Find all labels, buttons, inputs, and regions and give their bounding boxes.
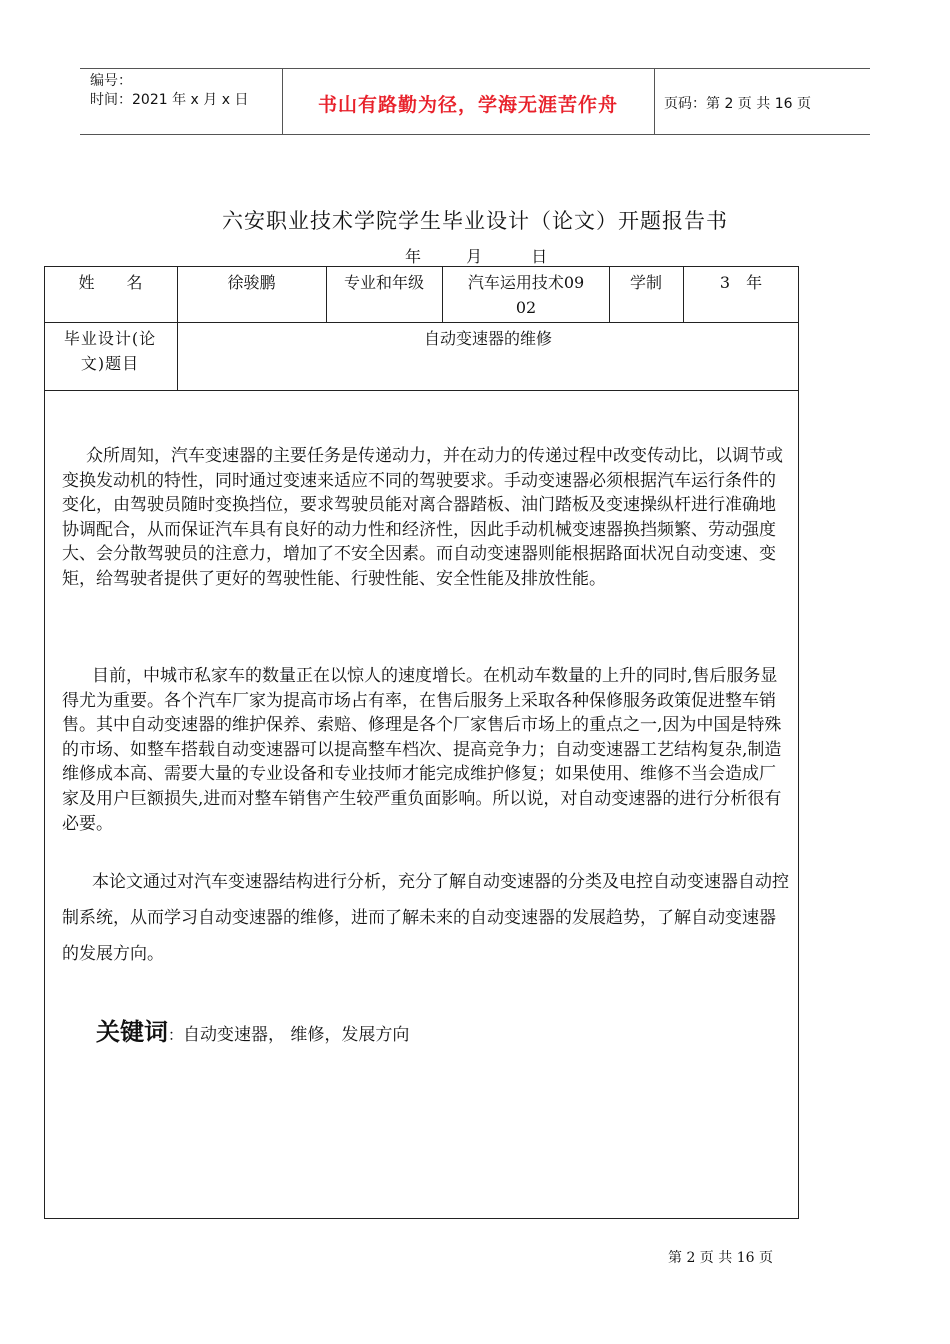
topic-label: 毕业设计(论文)题目: [63, 329, 157, 373]
date-day: 日: [531, 247, 548, 266]
major-value: 汽车运用技术0902: [467, 273, 585, 317]
major-label: 专业和年级: [343, 273, 424, 292]
header-page-number: 页码：第 2 页 共 16 页: [664, 96, 811, 112]
form-col-divider-3: [442, 266, 443, 322]
header-divider-right: [654, 68, 655, 135]
header-number: 编号：: [90, 73, 132, 89]
date-line: [405, 244, 547, 267]
body-paragraph-2: 目前，中城市私家车的数量正在以惊人的速度增长。在机动车数量的上升的同时,售后服务显得尤为重要。各个汽车厂家为提高市场占有率，在售后服务上采取各种保修服务政策促进整车销售。其中自动变速器的维护保养、索赔、修理是各个厂家售后市场上的重点之一,因为中国是特殊的市场、如整车搭载自动变速器可以提高整车档次、提高竞争力；自动变速器工艺结构复杂,制造维修成本高、需要大量的专业设备和专业技师才能完成维护修复；如果使用、维修不当会造成厂家及用户巨额损失,进而对整车销售产生较严重负面影响。所以说，对自动变速器的进行分析很有必要。: [62, 666, 782, 834]
header-motto: 书山有路勤为径，学海无涯苦作舟: [317, 94, 618, 116]
date-month: 月: [466, 247, 483, 266]
system-label: 学制: [629, 273, 662, 292]
body-paragraph-1: 众所周知，汽车变速器的主要任务是传递动力，并在动力的传递过程中改变传动比，以调节或变换发动机的特性，同时通过变速来适应不同的驾驶要求。手动变速器必须根据汽车运行条件的变化，由驾驶员随时变换挡位，要求驾驶员能对离合器踏板、油门踏板及变速操纵杆进行准确地协调配合，从而保证汽车具有良好的动力性和经济性，因此手动机械变速器换挡频繁、劳动强度大、会分散驾驶员的注意力，增加了不安全因素。而自动变速器则能根据路面状况自动变速、变矩，给驾驶者提供了更好的驾驶性能、行驶性能、安全性能及排放性能。: [62, 446, 783, 589]
keywords-value: 自动变速器， 维修，发展方向: [183, 1025, 410, 1045]
form-row-divider-2: [44, 390, 799, 391]
name-value: 徐骏鹏: [227, 273, 276, 292]
header-top-rule: [80, 68, 870, 69]
body-paragraph-3: 本论文通过对汽车变速器结构进行分析，充分了解自动变速器的分类及电控自动变速器自动控制系统，从而学习自动变速器的维修，进而了解未来的自动变速器的发展趋势，了解自动变速器的发展方向。: [62, 872, 789, 964]
topic-value: 自动变速器的维修: [423, 329, 552, 348]
system-value: 3 年: [719, 273, 763, 292]
keywords-colon: ：: [168, 1026, 184, 1044]
footer-page-number: 第 2 页 共 16 页: [668, 1250, 773, 1266]
header-bottom-rule: [80, 134, 870, 135]
header-meta: [90, 72, 248, 110]
header-time: 时间：2021 年 x 月 x 日: [90, 92, 249, 108]
keywords-line: [96, 1012, 409, 1047]
document-title: 六安职业技术学院学生毕业设计（论文）开题报告书: [222, 209, 728, 233]
name-label: 姓 名: [78, 273, 143, 292]
keywords-label: 关键词: [96, 1018, 168, 1046]
form-row-divider-1: [44, 322, 799, 323]
date-year: 年: [405, 247, 422, 266]
